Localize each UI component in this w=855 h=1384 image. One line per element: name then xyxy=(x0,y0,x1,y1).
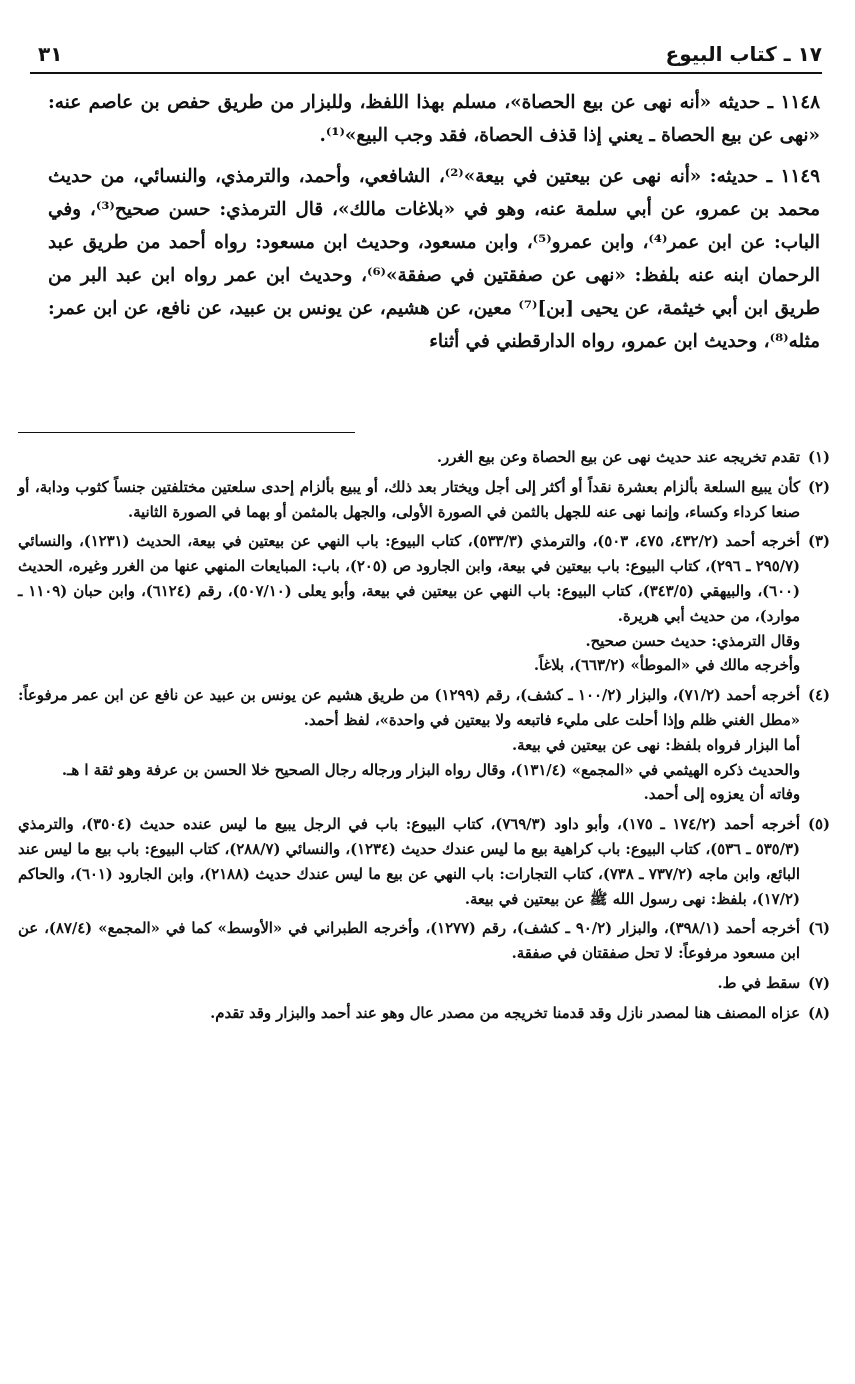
footnote-text: والحديث ذكره الهيثمي في «المجمع» (١٣١/٤)، وقال رواه البزار ورجاله رجال الصحيح خلا الحسن بن عرفة وهو ثقة ا هـ. xyxy=(61,761,800,779)
footnote-text: تقدم تخريجه عند حديث نهى عن بيع الحصاة وعن بيع الغرر. xyxy=(436,449,800,466)
footnote-text: سقط في ط. xyxy=(717,974,800,992)
footnote-text: وفاته أن يعزوه إلى أحمد. xyxy=(643,786,800,804)
footnote-text: أخرجه أحمد (١٧٤/٢ ـ ١٧٥)، وأبو داود (٧٦٩/٣)، كتاب البيوع: باب في الرجل يبيع ما ليس عنده حديث (٣٥٠٤)، والترمذي (٥٣٥/٣ ـ ٥٣٦)، كتاب البيوع: باب كراهية بيع ما ليس عندك حديث (١٢٣٤)، والنسائي (٢٨٨/٧)، كتاب البيوع: باب بيع ما ليس عند البائع، وابن ماجه (٧٣٧/٢ ـ ٧٣٨)، كتاب التجارات: باب النهي عن بيع ما ليس عندك حديث (٢١٨٨)، وابن الجارود (٦٠١)، والحاكم (١٧/٢)، بلفظ: نهى رسول الله ﷺ عن بيعتين في بيعة. xyxy=(18,816,800,908)
page-number: ٣١ xyxy=(38,42,63,66)
main-text xyxy=(48,86,820,366)
footnote-text: كأن يبيع السلعة بألزام بعشرة نقداً أو أكثر إلى أجل ويختار بعد ذلك، أو يبيع بألزام إحدى سلعتين مختلفتين جنساً كثوب ودابة، أو صنعا كرداء وكساء، وإنما نهى عنه للجهل بالثمن في الصورة الأولى، والجهل بالمثمن أو بهما في الصورة الثانية. xyxy=(18,478,800,521)
hadith-1149-paragraph: ١١٤٩ ـ حديثه: «أنه نهى عن بيعتين في بيعة»⁽²⁾، الشافعي، وأحمد، والترمذي، والنسائي، من حديث محمد بن عمرو، عن أبي سلمة عنه، وهو في «بلاغات مالك»، قال الترمذي: حسن صحيح⁽³⁾، وفي الباب: عن ابن عمر⁽⁴⁾، وابن عمرو⁽⁵⁾، وابن مسعود، وحديث ابن مسعود: رواه أحمد من طريق عبد الرحمان ابنه عنه بلفظ: «نهى عن صفقتين في صفقة»⁽⁶⁾، وحديث ابن عمر رواه ابن عبد البر من طريق ابن أبي خيثمة، عن يحيى [بن]⁽⁷⁾ معين، عن هشيم، عن يونس بن عبيد، عن نافع، عن ابن عمر: مثله⁽⁸⁾، وحديث ابن عمرو، رواه الدارقطني في أثناء xyxy=(48,166,820,352)
footnote-3 xyxy=(18,530,830,679)
footnote-number: (٦) xyxy=(808,920,830,938)
footnote-number: (٧) xyxy=(808,974,830,992)
footnote-8 xyxy=(18,1002,830,1027)
footnote-number: (٣) xyxy=(808,533,830,551)
page-header xyxy=(30,42,822,74)
footnote-text: أما البزار فرواه بلفظ: نهى عن بيعتين في بيعة. xyxy=(511,736,800,754)
footnote-text: أخرجه أحمد (٣٩٨/١)، والبزار (٩٠/٢ ـ كشف)، رقم (١٢٧٧)، وأخرجه الطبراني في «الأوسط» كما في «المجمع» (٨٧/٤)، عن ابن مسعود مرفوعاً: لا تحل صفقتان في صفقة. xyxy=(18,920,801,963)
footnote-number: (٥) xyxy=(808,816,830,834)
footnote-text: أخرجه أحمد (٧١/٢)، والبزار (١٠٠/٢ ـ كشف)، رقم (١٢٩٩) من طريق هشيم عن يونس بن عبيد عن نافع عن ابن عمر مرفوعاً: «مطل الغني ظلم وإذا أحلت على مليء فاتبعه ولا بيعتين في واحدة»، لفظ أحمد. xyxy=(18,687,800,729)
footnote-2 xyxy=(18,476,830,526)
footnote-number: (٨) xyxy=(808,1004,830,1022)
chapter-title: ١٧ ـ كتاب البيوع xyxy=(665,42,822,66)
footnotes xyxy=(18,446,830,1032)
footnote-text: وقال الترمذي: حديث حسن صحيح. xyxy=(585,632,800,650)
footnote-4 xyxy=(18,684,830,808)
footnote-number: (١) xyxy=(808,449,830,466)
footnote-number: (٤) xyxy=(808,687,830,705)
footnote-separator xyxy=(18,432,355,433)
footnote-text: أخرجه أحمد (٤٣٢/٢، ٤٧٥، ٥٠٣)، والترمذي (٥٣٣/٣)، كتاب البيوع: باب النهي عن بيعتين في بيعة، الحديث (١٢٣١)، والنسائي (٢٩٥/٧ ـ ٢٩٦)، كتاب البيوع: باب بيعتين في بيعة، وابن الجارود ص (٢٠٥)، باب: المبايعات المنهي عنها من الغرر وغيره، الحديث (٦٠٠)، والبيهقي (٣٤٣/٥)، كتاب البيوع: باب النهي عن بيعتين في بيعة، وأبو يعلى (٥٠٧/١٠)، رقم (٦١٢٤)، وابن حبان (١١٠٩ ـ موارد)، من حديث أبي هريرة. xyxy=(18,533,801,625)
footnote-7 xyxy=(18,972,830,997)
hadith-1148-paragraph: ١١٤٨ ـ حديثه «أنه نهى عن بيع الحصاة»، مسلم بهذا اللفظ، وللبزار من طريق حفص بن عاصم عنه: «نهى عن بيع الحصاة ـ يعني إذا قذف الحصاة، فقد وجب البيع»⁽¹⁾. xyxy=(48,92,820,146)
footnote-1 xyxy=(18,446,830,471)
footnote-number: (٢) xyxy=(808,478,830,496)
footnote-text: عزاه المصنف هنا لمصدر نازل وقد قدمنا تخريجه من مصدر عال وهو عند أحمد والبزار وقد تقدم. xyxy=(210,1004,800,1022)
footnote-6 xyxy=(18,917,830,967)
footnote-5 xyxy=(18,813,830,912)
footnote-text: وأخرجه مالك في «الموطأ» (٦٦٣/٢)، بلاغاً. xyxy=(533,657,800,675)
